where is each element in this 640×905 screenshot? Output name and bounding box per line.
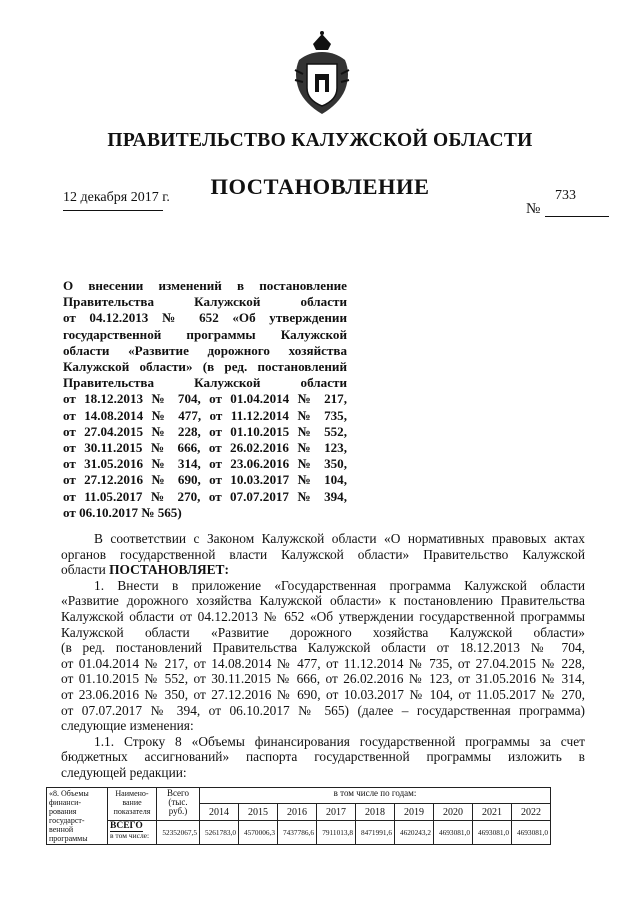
subject-line: Правительства Калужской области [63,375,347,391]
body-line: от 07.07.2017 № 394, от 06.10.2017 № 565) (далее – государственная программа) [61,702,585,718]
body-line: Калужской области от 04.12.2013 № 652 «Об утверждении государственной программы [61,608,585,624]
body-line: от 23.06.2016 № 350, от 27.12.2016 № 690, от 10.03.2017 № 104, от 11.05.2017 № 270, [61,686,585,702]
document-number: 733 [555,188,576,203]
number-label: № [526,201,541,217]
year-value: 7911013,8 [317,820,356,844]
body-text: области [61,562,110,578]
sub-label: в том числе: [110,830,150,840]
body-line: органов государственной власти Калужской области» Правительство Калужской [61,546,585,562]
year-header: 2018 [356,804,395,820]
subject-line: государственной программы Калужской [63,326,347,342]
year-header: 2017 [317,804,356,820]
indicator-header: Наимено-вание показателя [108,788,157,821]
document-subject [63,278,347,521]
body-line: «Развитие дорожного хозяйства Калужской области» к постановлению Правительства [61,593,585,609]
body-line: от 01.04.2014 № 217, от 14.08.2014 № 477, от 11.12.2014 № 735, от 27.04.2015 № 228, [61,655,585,671]
year-value: 4620243,2 [395,820,434,844]
body-line: В соответствии с Законом Калужской области «О нормативных правовых актах [94,531,585,546]
body-line: 1.1. Строку 8 «Объемы финансирования государственной программы за счет [94,733,585,749]
resolution-keyword: ПОСТАНОВЛЯЕТ: [109,562,229,578]
subject-line: от 27.04.2015 № 228, от 01.10.2015 № 552, [63,423,347,439]
body-line: от 01.10.2015 № 552, от 30.11.2015 № 666, от 26.02.2016 № 123, от 31.05.2016 № 314, [61,671,585,687]
subject-line: от 27.12.2016 № 690, от 10.03.2017 № 104, [63,472,347,488]
subject-line: от 31.05.2016 № 314, от 23.06.2016 № 350, [63,456,347,472]
year-value: 7437786,6 [278,820,317,844]
subject-line: от 18.12.2013 № 704, от 01.04.2014 № 217, [63,391,347,407]
body-line: (в ред. постановлений Правительства Калужской области от 18.12.2013 № 704, [61,640,585,656]
year-header: 2019 [395,804,434,820]
subject-line: области «Развитие дорожного хозяйства [63,342,347,358]
total-label [108,820,157,844]
body-line-resolution [61,562,585,578]
body-line: Калужской области «Развитие дорожного хозяйства Калужской области» [61,624,585,640]
document-body [61,531,585,781]
subject-line: Правительства Калужской области [63,294,347,310]
total-label-text: ВСЕГО [110,820,143,831]
subject-line: от 30.11.2015 № 666, от 26.02.2016 № 123, [63,440,347,456]
financing-table [46,787,551,845]
subject-line: от 04.12.2013 № 652 «Об утверждении [63,310,347,326]
subject-line: Калужской области» (в ред. постановлений [63,359,347,375]
year-header: 2022 [512,804,551,820]
coat-of-arms-emblem [291,30,353,118]
body-line: бюджетных ассигнований» паспорта государственной программы изложить в [61,749,585,765]
subject-line: О внесении изменений в постановление [63,278,347,293]
subject-line: от 14.08.2014 № 477, от 11.12.2014 № 735, [63,407,347,423]
government-name: ПРАВИТЕЛЬСТВО КАЛУЖСКОЙ ОБЛАСТИ [107,130,533,151]
subject-line: от 06.10.2017 № 565) [63,504,182,520]
number-underline [545,216,609,217]
year-header: 2014 [200,804,239,820]
year-value: 4693081,0 [473,820,512,844]
body-line: следующей редакции: [61,764,187,780]
body-line: следующие изменения: [61,718,194,734]
date-underline [63,210,163,211]
year-value: 8471991,6 [356,820,395,844]
year-header: 2015 [239,804,278,820]
document-type: ПОСТАНОВЛЕНИЕ [210,174,430,199]
year-value: 5261783,0 [200,820,239,844]
subject-line: от 11.05.2017 № 270, от 07.07.2017 № 394, [63,488,347,504]
total-header: Всего (тыс. руб.) [157,788,200,821]
year-value: 4693081,0 [512,820,551,844]
year-value: 4693081,0 [434,820,473,844]
document-date: 12 декабря 2017 г. [63,190,170,205]
year-value: 4570006,3 [239,820,278,844]
years-header: в том числе по годам: [200,788,551,804]
body-line: 1. Внести в приложение «Государственная программа Калужской области [94,577,585,593]
row-label-cell: «8. Объемы финанси-рования государст-венной программы [47,788,108,845]
total-value: 52352067,5 [157,820,200,844]
year-header: 2021 [473,804,512,820]
year-header: 2020 [434,804,473,820]
year-header: 2016 [278,804,317,820]
